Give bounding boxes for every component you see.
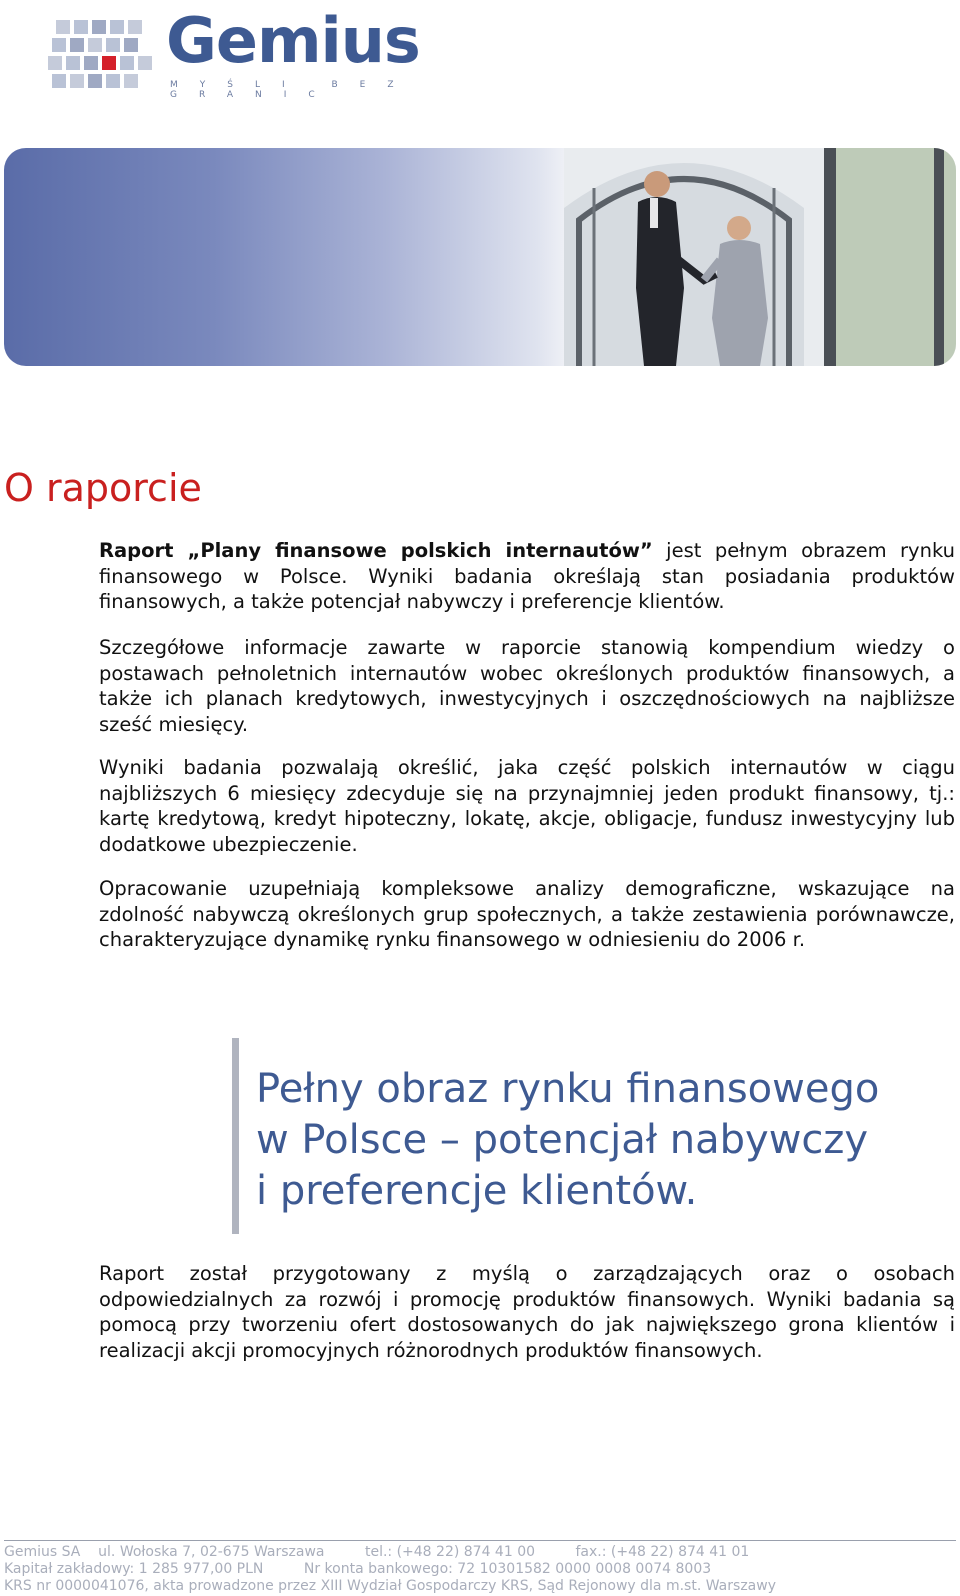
footer-fax: fax.: (+48 22) 874 41 01 xyxy=(575,1544,750,1560)
footer-bank-account: Nr konta bankowego: 72 10301582 0000 0008 0074 8003 xyxy=(303,1561,712,1577)
footer-company: Gemius SA xyxy=(4,1544,81,1560)
paragraph-intro xyxy=(99,538,955,615)
page-title: O raporcie xyxy=(4,466,202,510)
footer xyxy=(4,1544,956,1595)
footer-line-1 xyxy=(4,1544,956,1561)
footer-divider xyxy=(4,1540,956,1541)
footer-line-3 xyxy=(4,1578,956,1595)
handshake-illustration xyxy=(4,148,956,366)
pull-quote xyxy=(232,1038,956,1234)
logo-wordmark: Gemius xyxy=(166,4,420,77)
paragraph-results: Wyniki badania pozwalają określić, jaka część polskich internautów w ciągu najbliższych 6 miesięcy zdecyduje się na przynajmniej jeden produkt finansowy, tj.: kartę kredytową, kredyt hipoteczny, lokatę, akcje, obligacje, fundusz inwestycyjny lub dodatkowe ubezpieczenie. xyxy=(99,756,955,856)
footer-line-2 xyxy=(4,1561,956,1578)
header-banner-photo xyxy=(4,148,956,366)
logo-mark xyxy=(48,16,160,92)
footer-krs: KRS nr 0000041076, akta prowadzone przez XIII Wydział Gospodarczy KRS, Sąd Rejonowy dla m.st. Warszawy xyxy=(4,1578,776,1594)
paragraph-intro-rest: jest pełnym obrazem rynku finansowego w Polsce. Wyniki badania określają stan posiadania produktów finansowych, a także potencjał nabywczy i preferencje klientów. xyxy=(99,539,955,613)
footer-address: ul. Wołoska 7, 02-675 Warszawa xyxy=(98,1544,325,1560)
pull-quote-text: Pełny obraz rynku finansowego w Polsce – potencjał nabywczy i preferencje klientów. xyxy=(256,1066,880,1214)
footer-tel: tel.: (+48 22) 874 41 00 xyxy=(364,1544,536,1560)
logo-tagline: MYŚLI BEZ GRANIC xyxy=(170,80,416,100)
report-title-bold: Raport „Plany finansowe polskich internautów” xyxy=(99,539,653,562)
footer-capital: Kapitał zakładowy: 1 285 977,00 PLN xyxy=(4,1561,264,1577)
paragraph-analysis: Opracowanie uzupełniają kompleksowe analizy demograficzne, wskazujące na zdolność nabywczą określonych grup społecznych, a także zestawienia porównawcze, charakteryzujące dynamikę rynku finansowego w odniesieniu do 2006 r. xyxy=(99,877,955,951)
paragraph-details: Szczegółowe informacje zawarte w raporcie stanowią kompendium wiedzy o postawach pełnoletnich internautów wobec określonych produktów finansowych, a także ich planach kredytowych, inwestycyjnych i oszczędnościowych na najbliższe sześć miesięcy. xyxy=(99,636,955,736)
gemius-logo xyxy=(48,4,438,100)
paragraph-audience: Raport został przygotowany z myślą o zarządzających oraz o osobach odpowiedzialnych za rozwój i promocję produktów finansowych. Wyniki badania są pomocą przy tworzeniu ofert dostosowanych do jak największego grona klientów i realizacji akcji promocyjnych różnorodnych produktów finansowych. xyxy=(99,1262,955,1362)
